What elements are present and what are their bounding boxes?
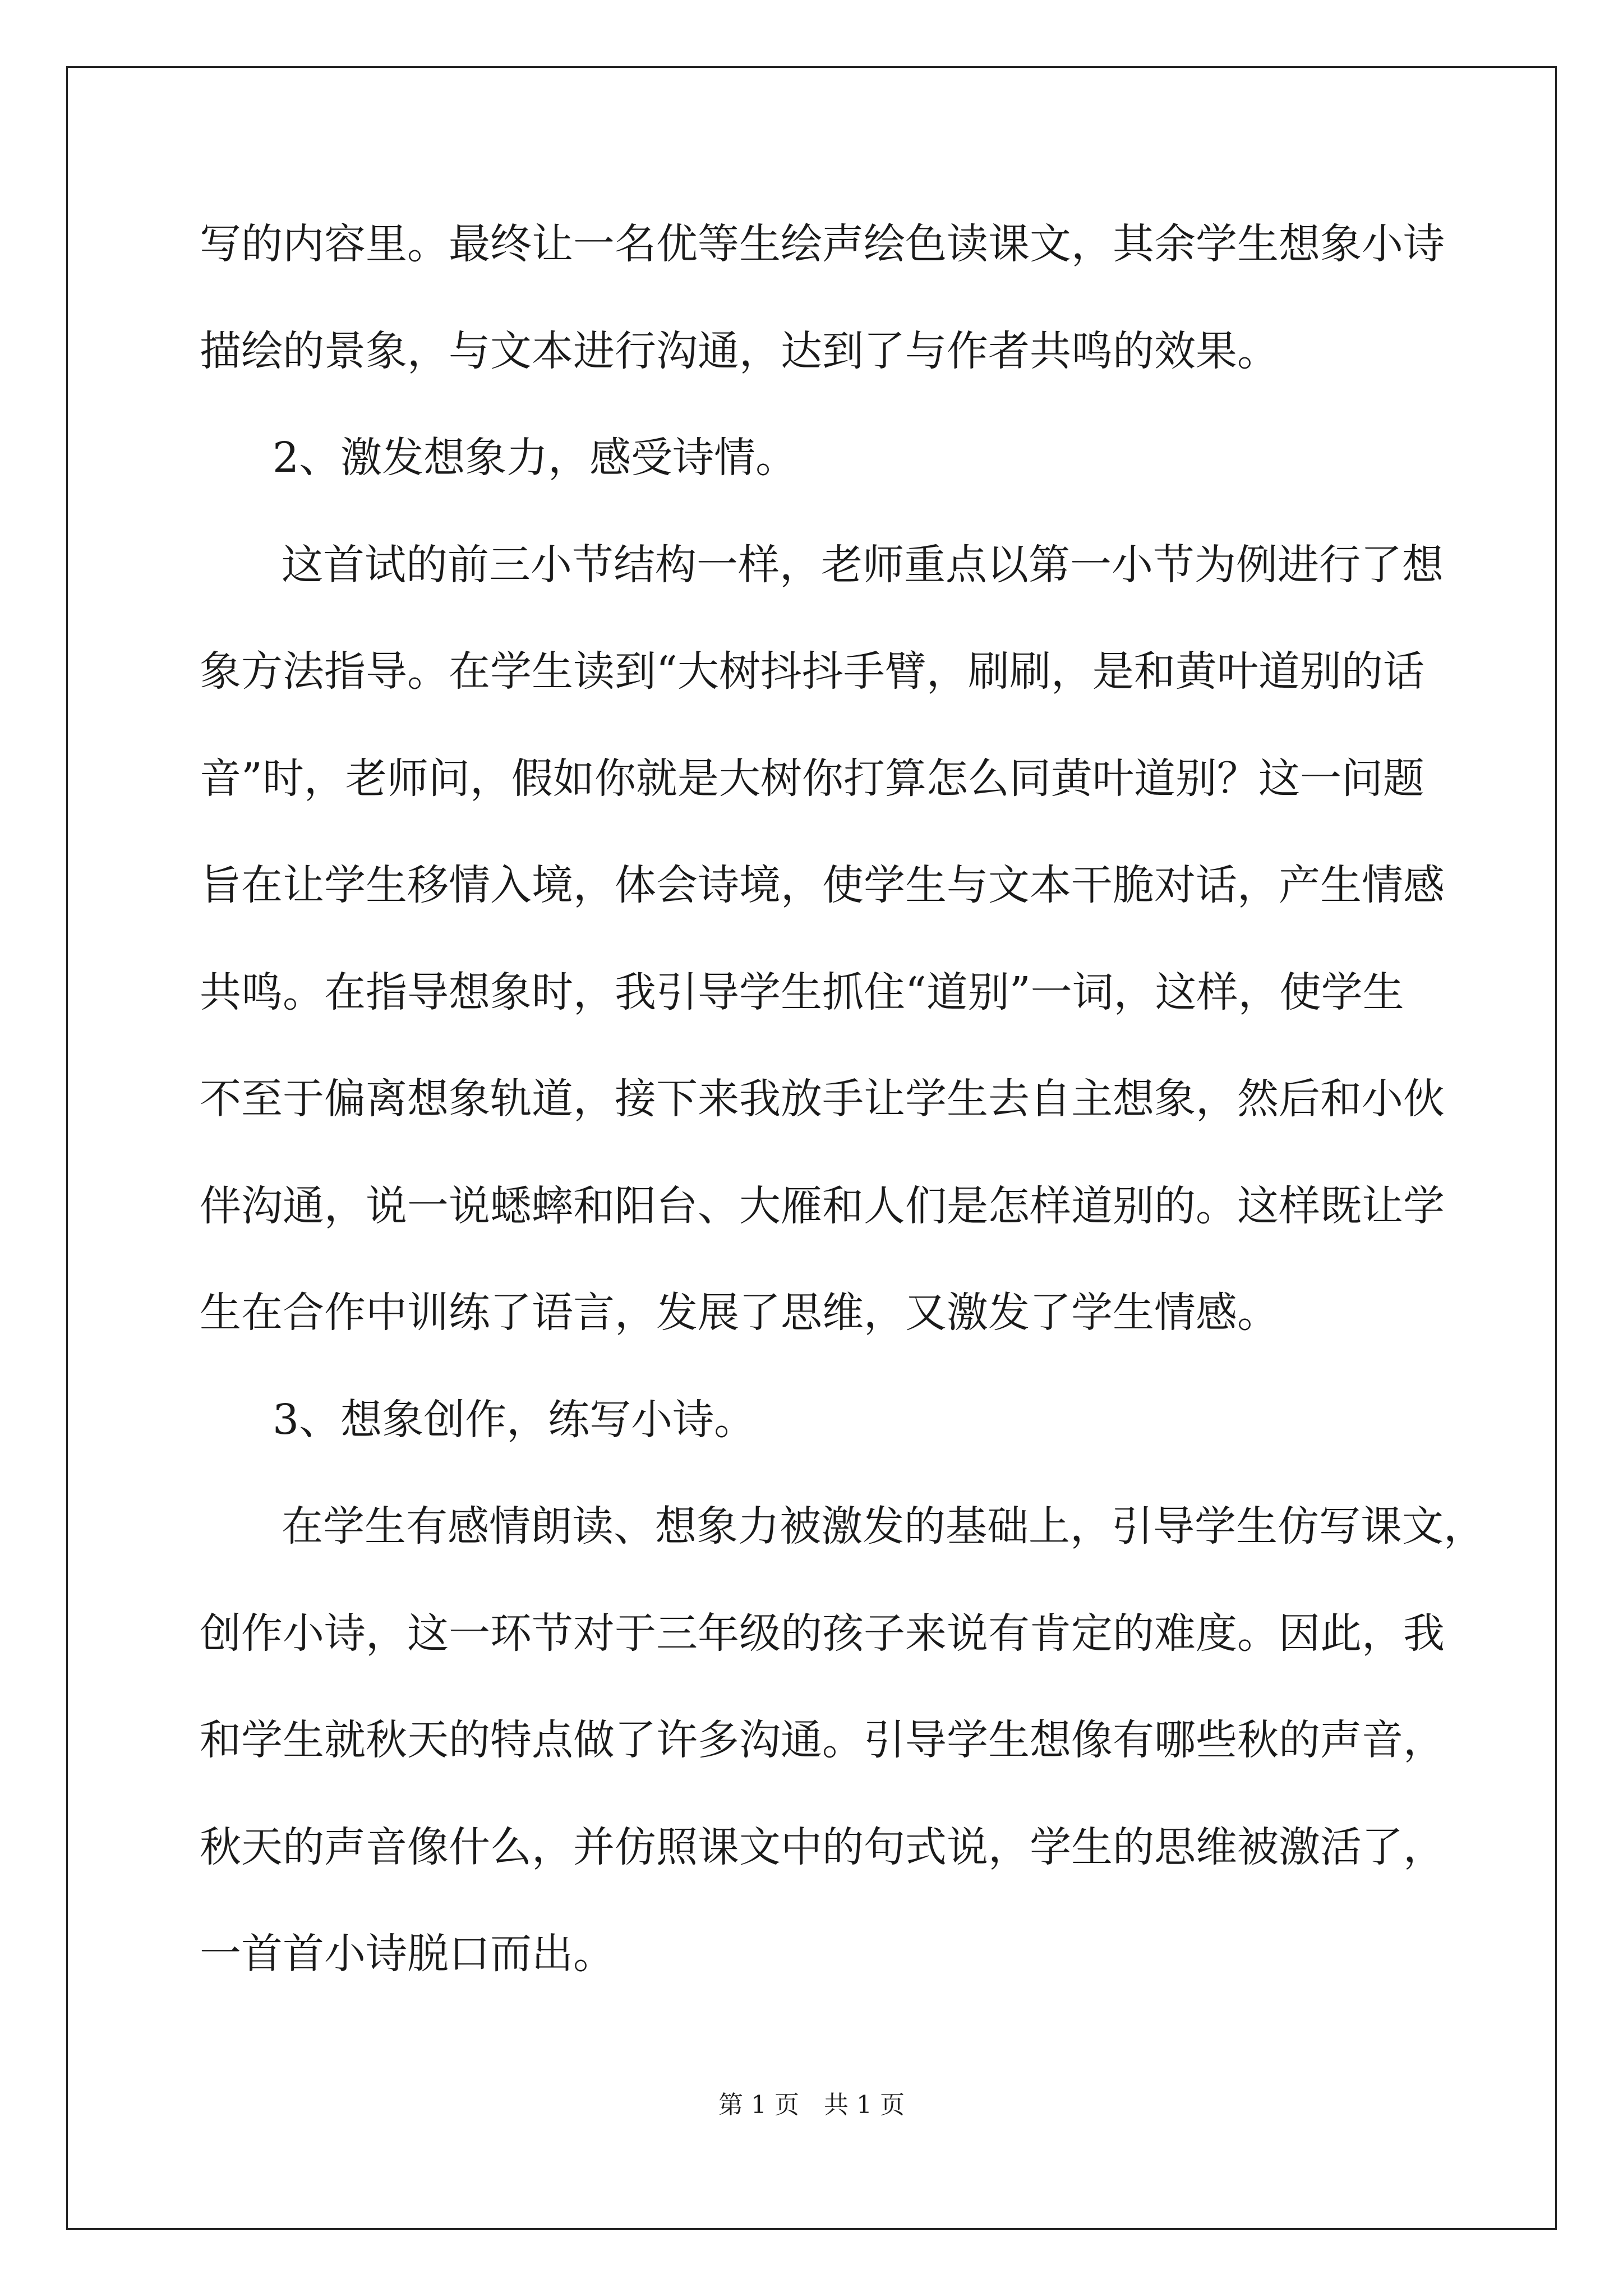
text-line: 生在合作中训练了语言，发展了思维，又激发了学生情感。 [200, 1289, 1279, 1337]
text-line: 创作小诗，这一环节对于三年级的孩子来说有肯定的难度。因此，我 [200, 1609, 1445, 1658]
text-line: 在学生有感情朗读、想象力被激发的基础上，引导学生仿写课文， [282, 1502, 1485, 1550]
text-line: 描绘的景象，与文本进行沟通，达到了与作者共鸣的效果。 [200, 327, 1279, 375]
text-line: 和学生就秋天的特点做了许多沟通。引导学生想像有哪些秋的声音， [200, 1716, 1445, 1764]
page-number-footer: 第 1 页 共 1 页 [718, 2091, 905, 2119]
text-line: 旨在让学生移情入境，体会诗境，使学生与文本干脆对话，产生情感 [200, 861, 1445, 909]
text-line: 伴沟通，说一说蟋蟀和阳台、大雁和人们是怎样道别的。这样既让学 [200, 1182, 1445, 1230]
text-line: 共鸣。在指导想象时，我引导学生抓住“道别”一词，这样，使学生 [200, 968, 1404, 1016]
text-line: 写的内容里。最终让一名优等生绘声绘色读课文，其余学生想象小诗 [200, 220, 1445, 268]
section-heading: 2、激发想象力，感受诗情。 [273, 434, 797, 482]
text-line: 音”时，老师问，假如你就是大树你打算怎么同黄叶道别？这一问题 [200, 754, 1424, 803]
text-line: 一首首小诗脱口而出。 [200, 1930, 615, 1978]
text-line: 这首试的前三小节结构一样，老师重点以第一小节为例进行了想 [282, 541, 1444, 589]
text-line: 象方法指导。在学生读到“大树抖抖手臂，刷刷，是和黄叶道别的话 [200, 647, 1424, 696]
text-line: 不至于偏离想象轨道，接下来我放手让学生去自主想象，然后和小伙 [200, 1075, 1445, 1123]
text-line: 秋天的声音像什么，并仿照课文中的句式说，学生的思维被激活了， [200, 1823, 1445, 1871]
page-border [66, 66, 1557, 2230]
section-heading: 3、想象创作，练写小诗。 [273, 1396, 756, 1444]
